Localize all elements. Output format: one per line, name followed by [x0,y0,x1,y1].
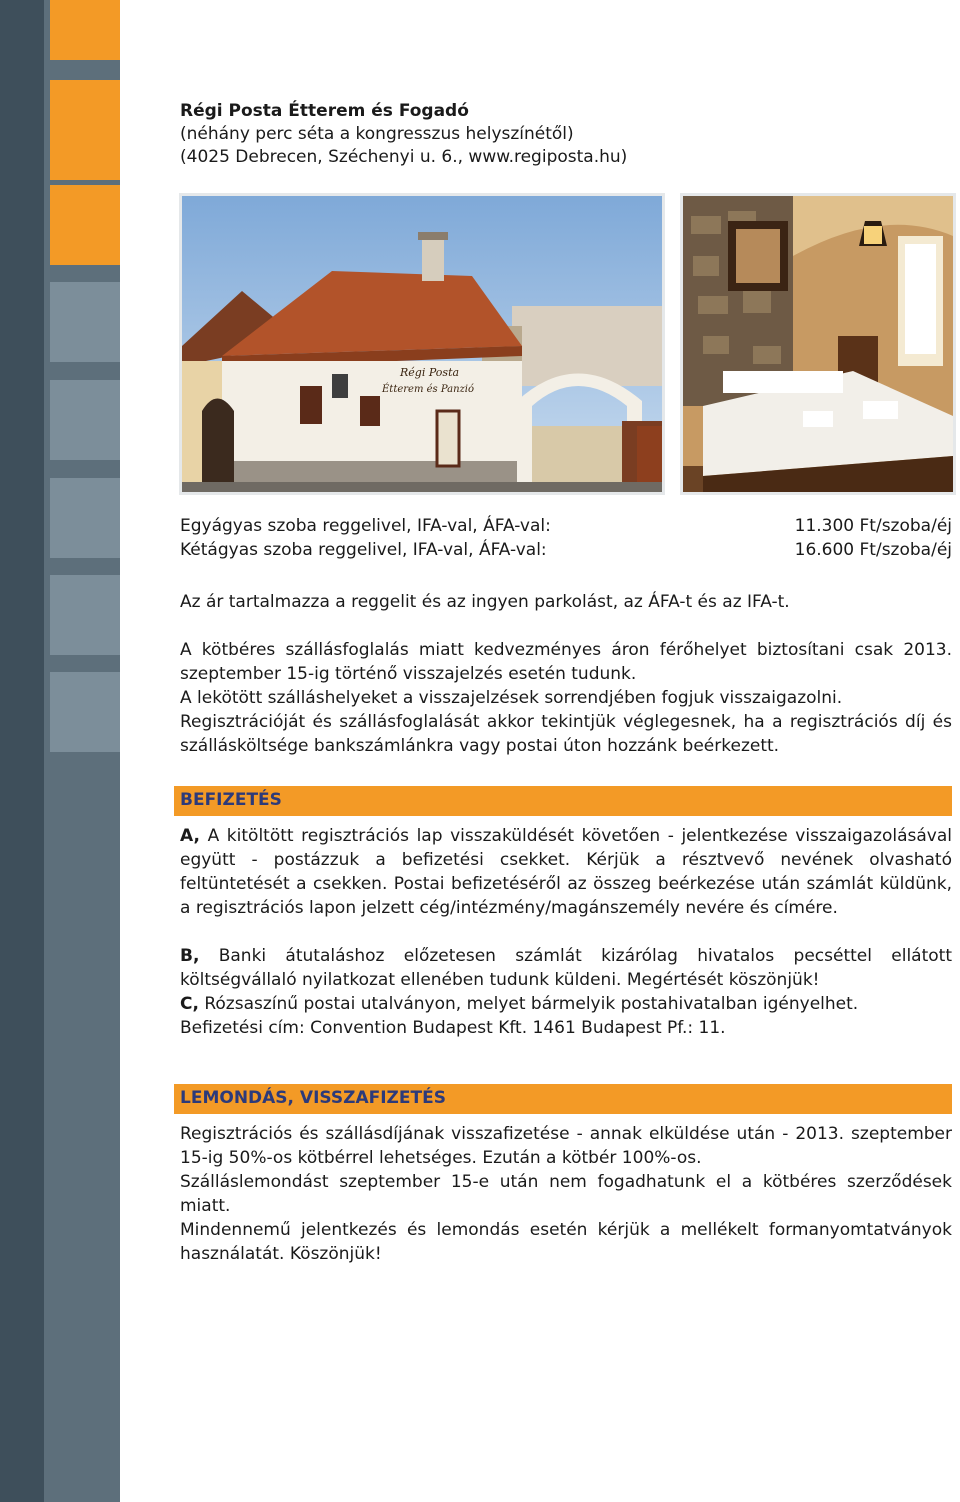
price-single-label: Egyágyas szoba reggelivel, IFA-val, ÁFA-val: [180,516,551,536]
cancellation-paragraph-2: Szálláslemondást szeptember 15-e után nem fogadhatunk el a kötbéres szerződések miatt. [180,1172,952,1216]
payment-a-text: A kitöltött regisztrációs lap visszaküldését követően - jelentkezése visszaigazolásával együtt - postázzuk a befizetési csekket. Kérjük a résztvevő nevének olvasható feltüntetését a csekken. Postai befizetéséről az összeg beérkezése után számlát küldünk, a regisztrációs lapon jelzett cég/intézmény/magánszemély nevére és címére. [180,826,952,918]
hotel-distance: (néhány perc séta a kongresszus helyszínétől) [180,124,574,144]
decor-tile-grey [50,478,120,558]
booking-paragraph-3: Regisztrációját és szállásfoglalását akkor tekintjük véglegesnek, ha a regisztrációs díj és szállásköltsége bankszámlánkra vagy postai úton hozzánk beérkezett. [180,712,952,756]
decor-tile-orange [50,185,120,265]
decor-tile-orange [50,80,120,180]
payment-option-b [180,944,952,992]
decor-tile-grey [50,672,120,752]
payment-b-label: B, [180,946,200,966]
payment-c-text: Rózsaszínű postai utalványon, melyet bármelyik postahivatalban igényelhet. [204,994,859,1014]
left-stripe-dark [0,0,44,1502]
payment-option-a [180,824,952,920]
payment-address: Befizetési cím: Convention Budapest Kft. 1461 Budapest Pf.: 11. [180,1018,726,1038]
hotel-room-photo [680,193,956,495]
payment-b-text: Banki átutaláshoz előzetesen számlát kizárólag hivatalos pecséttel ellátott költségvállaló nyilatkozat ellenében tudunk küldeni. Megértését köszönjük! [180,946,952,990]
price-double-value: 16.600 Ft/szoba/éj [794,540,952,560]
payment-a-label: A, [180,826,200,846]
cancellation-paragraph-1: Regisztrációs és szállásdíjának visszafizetése - annak elküldése után - 2013. szeptember 15-ig 50%-os kötbérrel lehetséges. Ezután a kötbér 100%-os. [180,1124,952,1168]
payment-title: BEFIZETÉS [180,790,282,810]
decor-tile-orange [50,0,120,60]
cancellation-paragraph-3: Mindennemű jelentkezés és lemondás esetén kérjük a mellékelt formanyomtatványok használatát. Köszönjük! [180,1220,952,1264]
price-double-label: Kétágyas szoba reggelivel, IFA-val, ÁFA-val: [180,540,547,560]
decor-tile-grey [50,282,120,362]
payment-c-label: C, [180,994,199,1014]
hotel-name: Régi Posta Étterem és Fogadó [180,101,469,121]
price-includes: Az ár tartalmazza a reggelit és az ingyen parkolást, az ÁFA-t és az IFA-t. [180,592,790,612]
cancellation-title: LEMONDÁS, VISSZAFIZETÉS [180,1088,446,1108]
decor-tile-grey [50,380,120,460]
exterior-sign-line2: Étterem és Panzió [382,384,475,395]
booking-paragraph-1: A kötbéres szállásfoglalás miatt kedvezményes áron férőhelyet biztosítani csak 2013. szeptember 15-ig történő visszajelzés esetén tudunk. [180,640,952,684]
decor-tile-grey [50,575,120,655]
payment-option-c [180,992,952,1016]
hotel-address: (4025 Debrecen, Széchenyi u. 6., www.regiposta.hu) [180,147,628,167]
booking-paragraph-2: A lekötött szálláshelyeket a visszajelzések sorrendjében fogjuk visszaigazolni. [180,688,843,708]
hotel-header [180,100,952,169]
price-single-value: 11.300 Ft/szoba/éj [794,516,952,536]
payment-section-bar [174,786,952,816]
hotel-exterior-photo [179,193,665,495]
exterior-sign-line1: Régi Posta [400,366,460,379]
